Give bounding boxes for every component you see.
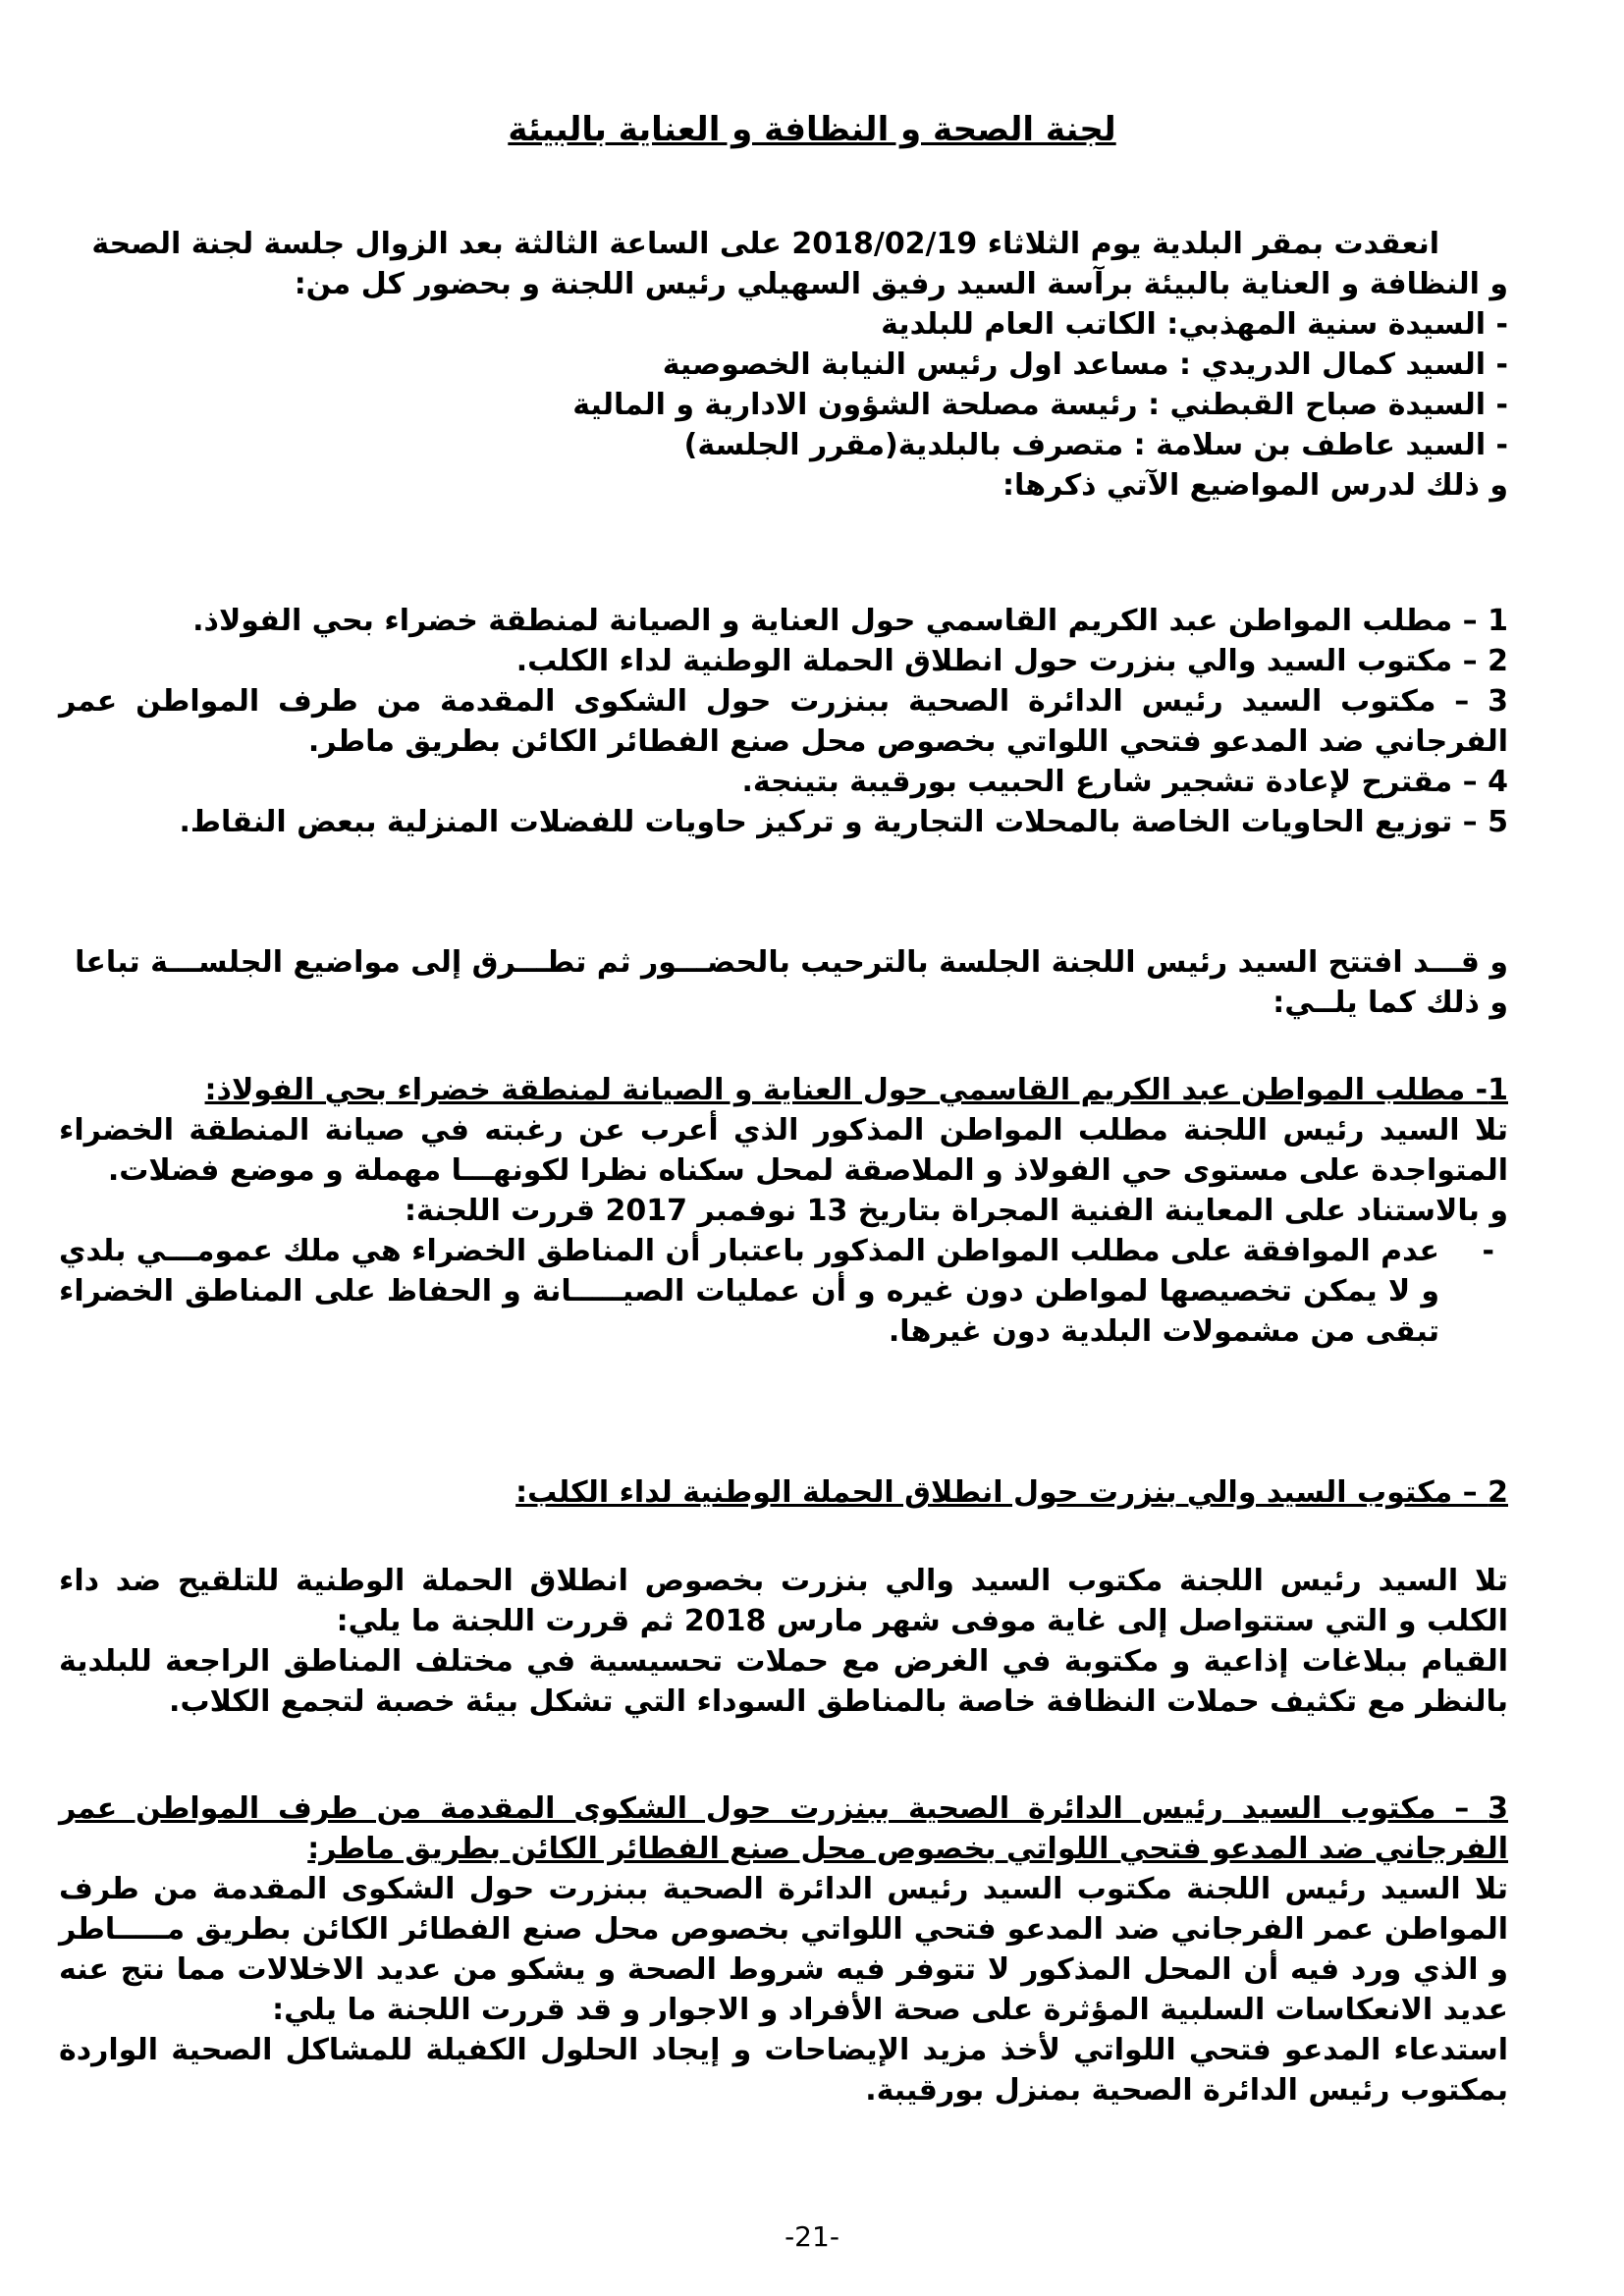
- attendee-item: - السيد عاطف بن سلامة : متصرف بالبلدية(مقرر الجلسة): [683, 428, 1508, 462]
- opening-line: و ذلك كما يلــي:: [1272, 986, 1508, 1020]
- attendee-item: - السيد كمال الدريدي : مساعد اول رئيس النيابة الخصوصية: [662, 347, 1508, 382]
- section-1-heading: 1- مطلب المواطن عبد الكريم القاسمي حول العناية و الصيانة لمنطقة خضراء بحي الفولاذ:: [204, 1073, 1508, 1107]
- section-1-basis: و بالاستناد على المعاينة الفنية المجراة بتاريخ 13 نوفمبر 2017 قررت اللجنة:: [405, 1194, 1508, 1228]
- section-3-heading: 3 – مكتوب السيد رئيس الدائرة الصحية ببنزرت حول الشكوى المقدمة من طرف المواطن عمر الفرجاني ضد المدعو فتحي اللواتي بخصوص محل صنع الفطائر الكائن بطريق ماطر:: [59, 1791, 1508, 1866]
- section-3-decision: استدعاء المدعو فتحي اللواتي لأخذ مزيد الإيضاحات و إيجاد الحلول الكفيلة للمشاكل الصحية الواردة بمكتوب رئيس الدائرة الصحية بمنزل بورقيبة.: [59, 2033, 1508, 2108]
- section-3-body: تلا السيد رئيس اللجنة مكتوب السيد رئيس الدائرة الصحية ببنزرت حول الشكوى المقدمة من طرف المواطن عمر الفرجاني ضد المدعو فتحي اللواتي بخصوص محل صنع الفطائر الكائن بطريق مـــــاطر و الذي ورد فيه أن المحل المذكور لا تتوفر فيه شروط الصحة و يشكو من عديد الاخلالات مما نتج عنه عديد الانعكاسات السلبية المؤثرة على صحة الأفراد و الاجوار و قد قررت اللجنة ما يلي:: [59, 1872, 1508, 2027]
- agenda-item: 3 – مكتوب السيد رئيس الدائرة الصحية ببنزرت حول الشكوى المقدمة من طرف المواطن عمر الفرجاني ضد المدعو فتحي اللواتي بخصوص محل صنع الفطائر الكائن بطريق ماطر.: [59, 684, 1508, 759]
- intro-line: انعقدت بمقر البلدية يوم الثلاثاء 2018/02/19 على الساعة الثالثة بعد الزوال جلسة لجنة الصحة: [91, 227, 1439, 261]
- section-2-heading: 2 – مكتوب السيد والي بنزرت حول انطلاق الحملة الوطنية لداء الكلب:: [515, 1475, 1508, 1510]
- opening-line: و قـــد افتتح السيد رئيس اللجنة الجلسة بالترحيب بالحضـــور ثم تطـــرق إلى مواضيع الجلســـة تباعا: [75, 945, 1508, 980]
- page-title: [0, 110, 1624, 149]
- opening-section: [59, 942, 1508, 1023]
- section-1: [59, 1070, 1508, 1352]
- section-2-content: [59, 1561, 1508, 1722]
- agenda-list: [59, 601, 1508, 842]
- attendee-item: - السيدة سنية المهذبي: الكاتب العام للبلدية: [881, 307, 1508, 342]
- agenda-item: 1 – مطلب المواطن عبد الكريم القاسمي حول العناية و الصيانة لمنطقة خضراء بحي الفولاذ.: [192, 604, 1508, 638]
- intro-section: [59, 224, 1508, 506]
- section-3: [59, 1789, 1508, 2110]
- agenda-item: 4 – مقترح لإعادة تشجير شارع الحبيب بورقيبة بتينجة.: [741, 765, 1508, 799]
- intro-line: و ذلك لدرس المواضيع الآتي ذكرها:: [1001, 468, 1508, 503]
- page-title-text: لجنة الصحة و النظافة و العناية بالبيئة: [508, 110, 1116, 149]
- section-1-decision-text: عدم الموافقة على مطلب المواطن المذكور باعتبار أن المناطق الخضراء هي ملك عمومـــي بلدي و لا يمكن تخصيصها لمواطن دون غيره و أن عمليات الصيـــــانة و الحفاظ على المناطق الخضراء تبقى من مشمولات البلدية دون غيرها.: [59, 1234, 1439, 1349]
- attendee-item: - السيدة صباح القبطني : رئيسة مصلحة الشؤون الادارية و المالية: [572, 388, 1508, 422]
- agenda-item: 2 – مكتوب السيد والي بنزرت حول انطلاق الحملة الوطنية لداء الكلب.: [515, 644, 1508, 678]
- decision-dash: -: [1482, 1234, 1494, 1268]
- page-number: -21-: [785, 2220, 839, 2253]
- section-1-body: تلا السيد رئيس اللجنة مطلب المواطن المذكور الذي أعرب عن رغبته في صيانة المنطقة الخضراء المتواجدة على مستوى حي الفولاذ و الملاصقة لمحل سكناه نظرا لكونهـــا مهملة و موضع فضلات.: [59, 1113, 1508, 1188]
- intro-line: و النظافة و العناية بالبيئة برآسة السيد رفيق السهيلي رئيس اللجنة و بحضور كل من:: [294, 267, 1508, 301]
- section-2-decision: القيام ببلاغات إذاعية و مكتوبة في الغرض مع حملات تحسيسية في مختلف المناطق الراجعة للبلدية بالنظر مع تكثيف حملات النظافة خاصة بالمناطق السوداء التي تشكل بيئة خصبة لتجمع الكلاب.: [59, 1644, 1508, 1719]
- section-2: [59, 1472, 1508, 1513]
- section-1-decision: [59, 1231, 1508, 1352]
- agenda-item: 5 – توزيع الحاويات الخاصة بالمحلات التجارية و تركيز حاويات للفضلات المنزلية ببعض النقاط.: [179, 805, 1508, 839]
- section-2-body: تلا السيد رئيس اللجنة مكتوب السيد والي بنزرت بخصوص انطلاق الحملة الوطنية للتلقيح ضد داء الكلب و التي ستتواصل إلى غاية موفى شهر مارس 2018 ثم قررت اللجنة ما يلي:: [59, 1564, 1508, 1638]
